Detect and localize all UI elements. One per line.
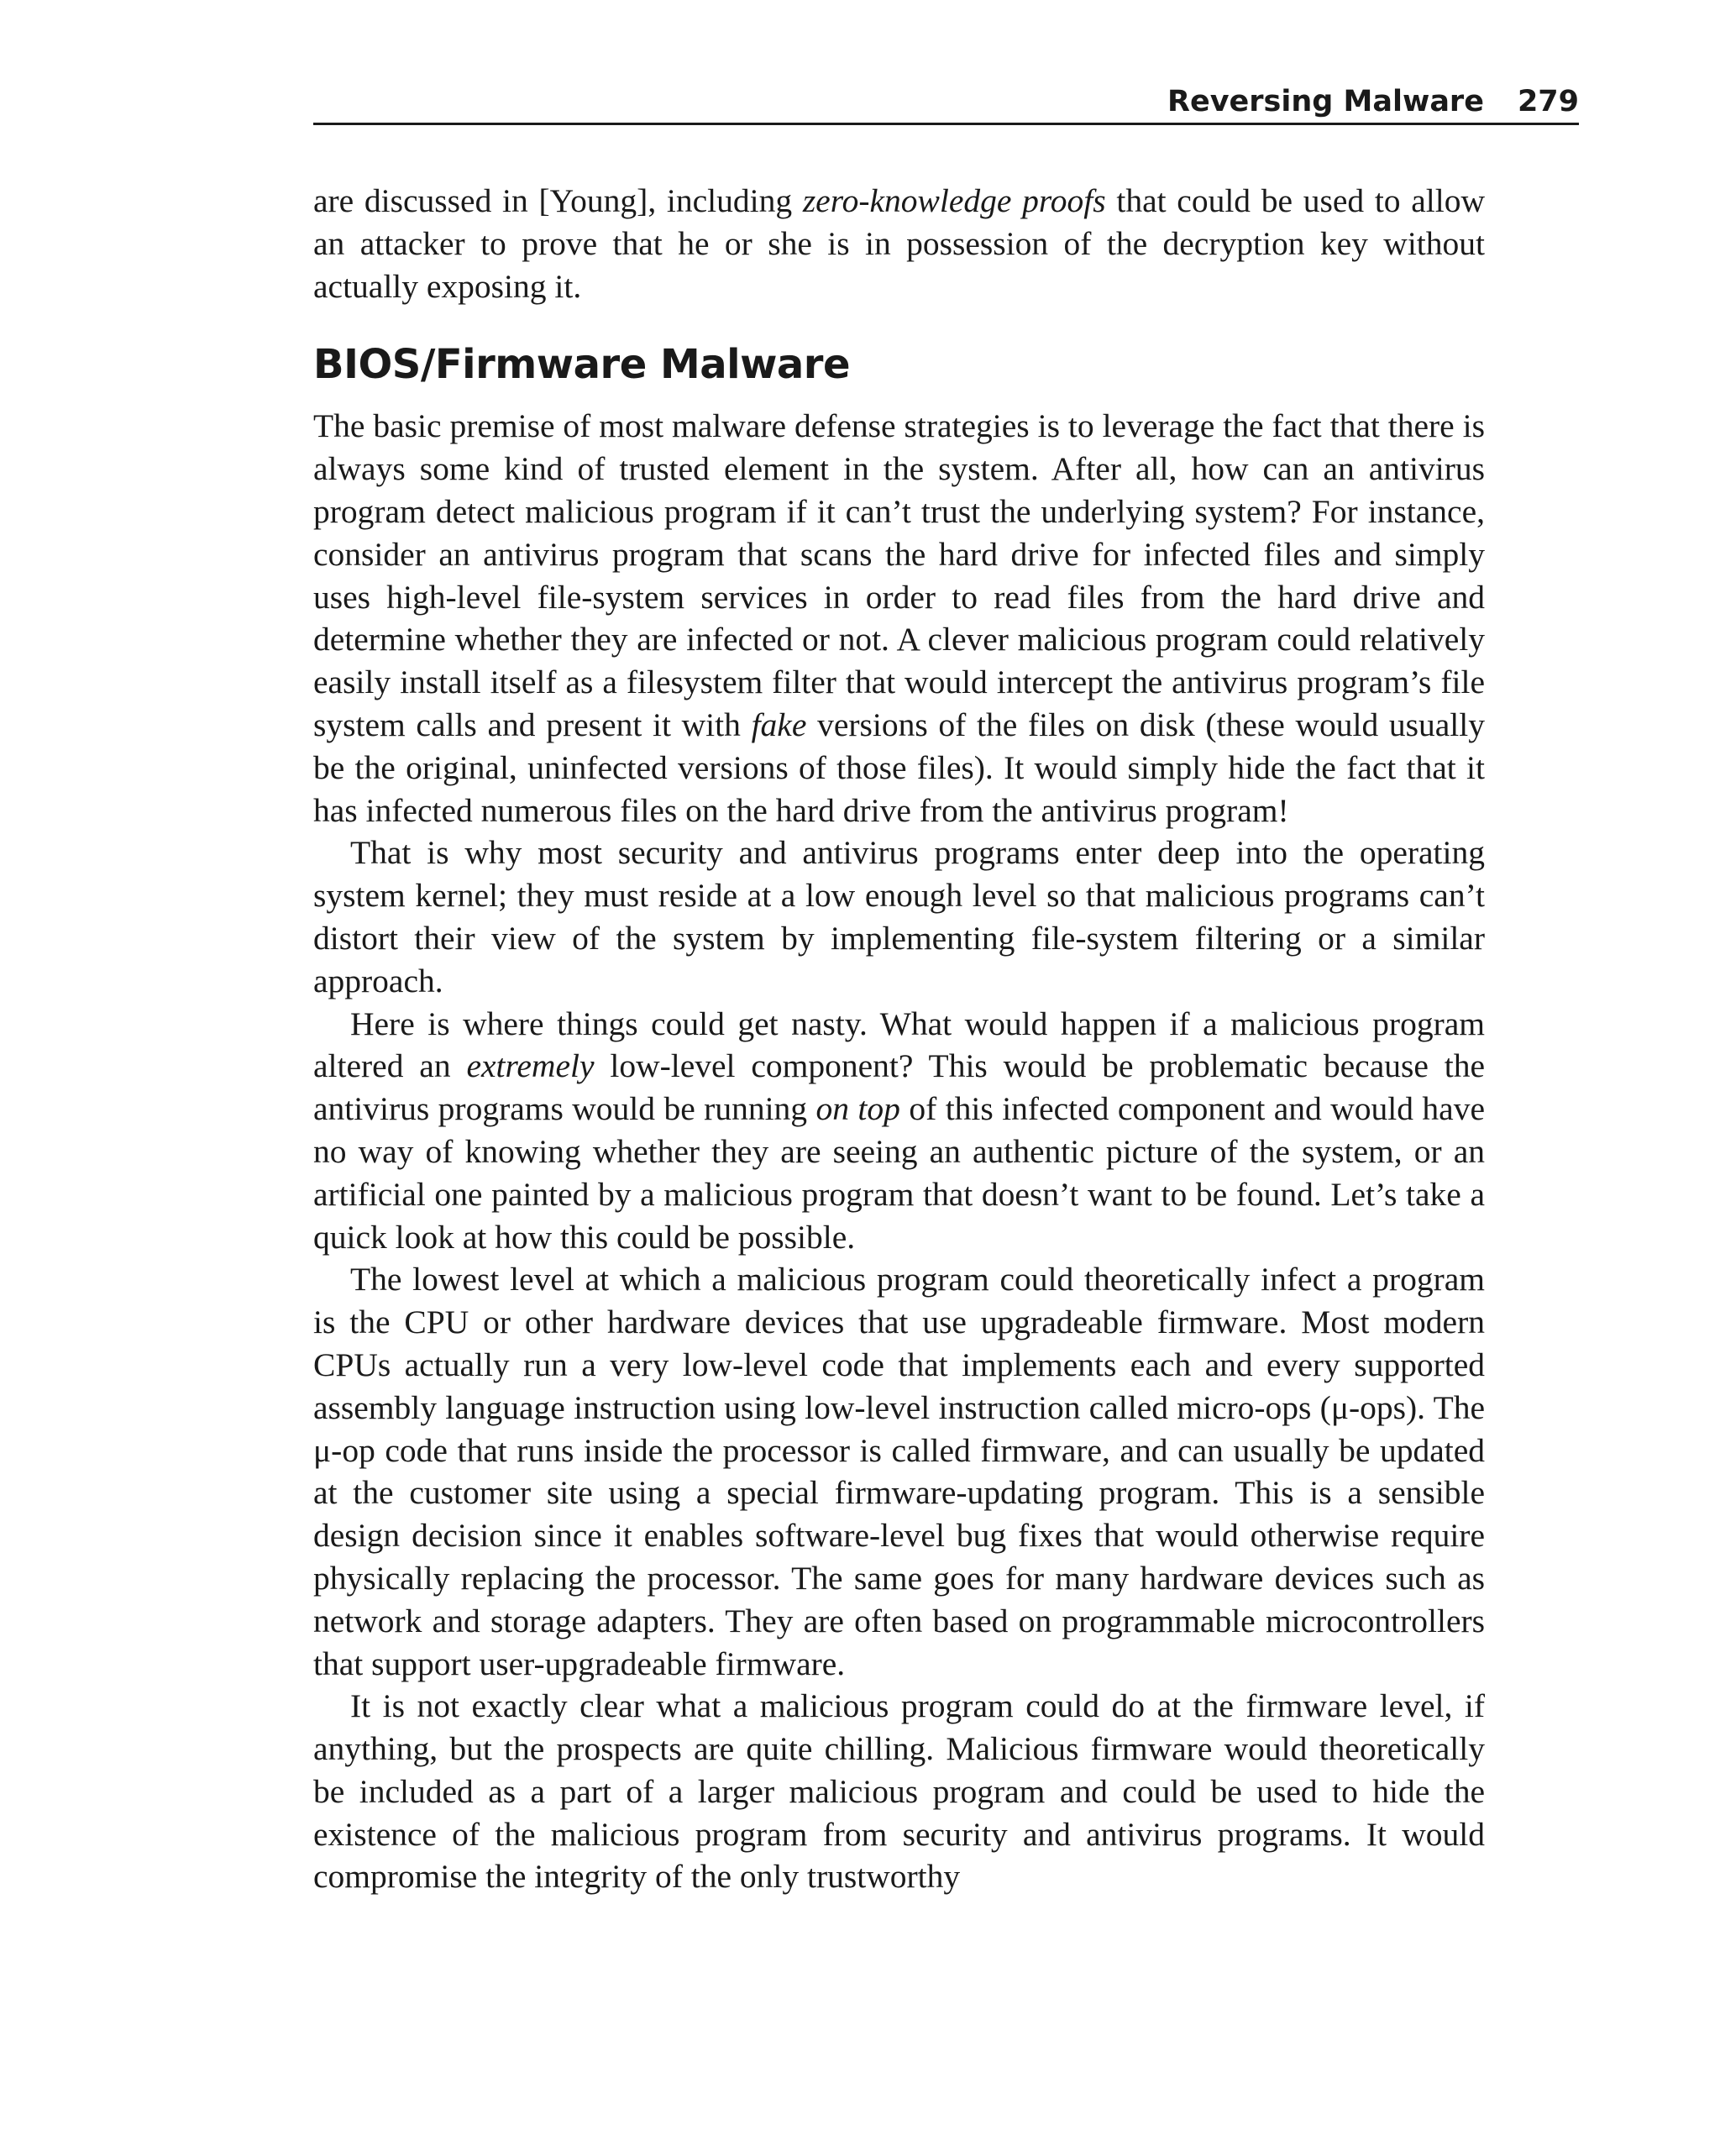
body-text (313, 180, 1485, 1898)
paragraph-5: It is not exactly clear what a malicious program could do at the firmware level, if anything, but the prospects are quite chilling. Malicious firmware would theoretically be included as a part of a larger malicious program and could be used to hide the existence of the malicious program from security and antivirus programs. It would compromise the integrity of the only trustworthy (313, 1687, 1485, 1896)
paragraph-2: That is why most security and antivirus programs enter deep into the operating system kernel; they must reside at a low enough level so that malicious programs can’t distort their view of the system by implementing file-system filtering or a similar approach. (313, 834, 1485, 999)
running-header (313, 81, 1579, 125)
page-number: 279 (1517, 85, 1579, 118)
paragraph-1-italic: fake (751, 706, 807, 743)
intro-text-1: are discussed in [Young], including (313, 182, 803, 219)
running-title: Reversing Malware (1167, 85, 1484, 118)
paragraph-1-text-2: versions of the files on disk (these would usually be the original, uninfected versions of those files). It would simply hide the fact that it has infected numerous files on the hard drive from the antivirus program! (313, 706, 1485, 829)
intro-text-2: that could be used to allow an attacker to prove that he or she is in possession of the decryption key without actually exposing it. (313, 182, 1486, 305)
paragraph-3-text-1: Here is where things could get nasty. What would happen if a malicious program altered an (313, 1005, 1485, 1085)
paragraph-3 (313, 1003, 1485, 1259)
paragraph-3-italic-2: on top (815, 1090, 900, 1128)
section-heading: BIOS/Firmware Malware (313, 341, 851, 389)
paragraph-1 (313, 405, 1485, 831)
paragraph-3-text-3: of this infected component and would have no way of knowing whether they are seeing an authentic picture of the system, or an artificial one painted by a malicious program that doesn’t want to be found. Let’s take a quick look at how this could be possible. (313, 1090, 1485, 1256)
intro-italic-term: zero-knowledge proofs (802, 182, 1106, 219)
book-page (313, 0, 1579, 2156)
paragraph-3-italic-1: extremely (466, 1047, 595, 1085)
paragraph-1-text-1: The basic premise of most malware defense strategies is to leverage the fact that there is always some kind of trusted element in the system. After all, how can an antivirus program detect malicious program if it can’t trust the underlying system? For instance, consider an antivirus program that scans the hard drive for infected files and simply uses high-level file-system services in order to read files from the hard drive and determine whether they are infected or not. A clever malicious program could relatively easily install itself as a filesystem filter that would intercept the antivirus program’s file system calls and present it with (313, 407, 1485, 743)
paragraph-3-text-2: low-level component? This would be problematic because the antivirus programs would be running (313, 1047, 1485, 1128)
intro-paragraph (313, 180, 1485, 307)
paragraph-4: The lowest level at which a malicious program could theoretically infect a program is the CPU or other hardware devices that use upgradeable firmware. Most modern CPUs actually run a very low-level code that implements each and every supported assembly language instruction using low-level instruction called micro-ops (μ-ops). The μ-op code that runs inside the processor is called firmware, and can usually be updated at the customer site using a special firmware-updating program. This is a sensible design decision since it enables software-level bug fixes that would otherwise require physically replacing the processor. The same goes for many hardware devices such as network and storage adapters. They are often based on programmable microcontrollers that support user-upgradeable firmware. (313, 1261, 1485, 1682)
